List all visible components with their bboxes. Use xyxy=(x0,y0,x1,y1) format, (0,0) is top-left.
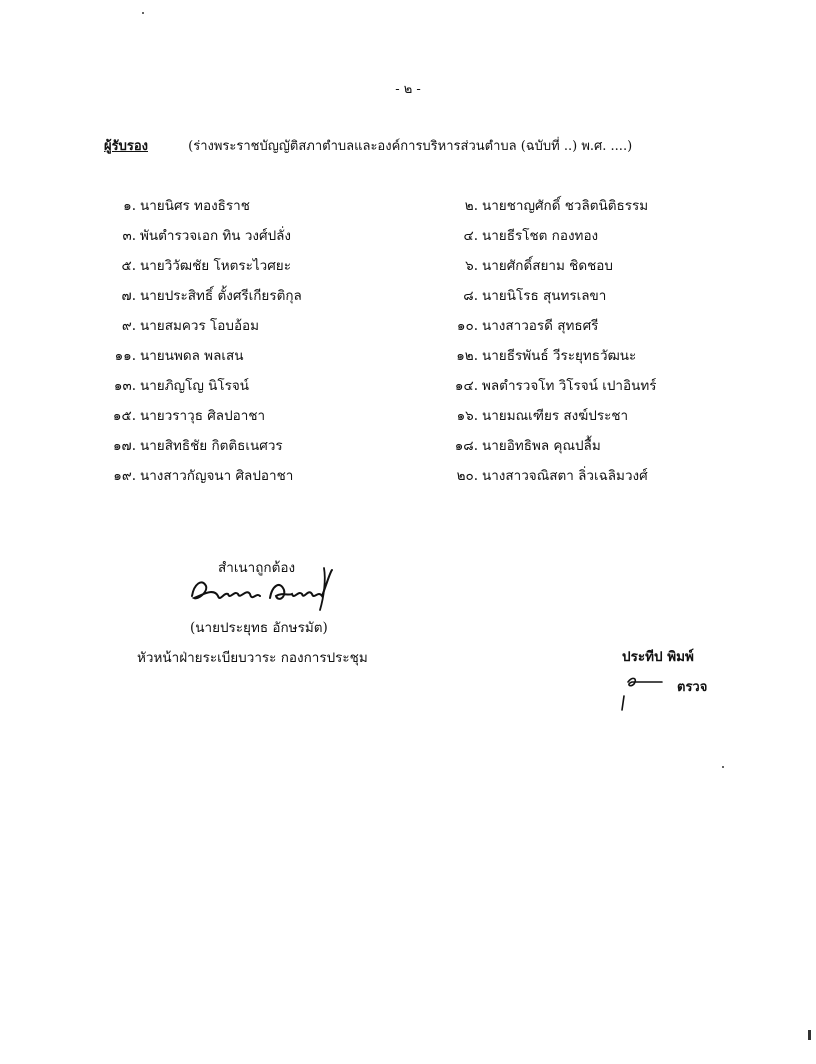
signer-name: นายมณเฑียร สงฆ์ประชา xyxy=(482,408,629,424)
signer-number: ๒. xyxy=(464,198,478,214)
signer-number: ๑. xyxy=(123,198,136,214)
signer-name: นางสาวกัญจนา ศิลปอาชา xyxy=(140,468,294,484)
signer-name: นายสิทธิชัย กิตติธเนศวร xyxy=(140,438,283,454)
signer-name: นายภิญโญ นิโรจน์ xyxy=(140,378,250,394)
signer-name: นายนิโรธ สุนทรเลขา xyxy=(482,288,607,304)
signer-row xyxy=(442,226,656,256)
signer-name: นายนพดล พลเสน xyxy=(140,348,244,364)
signer-name: พันตำรวจเอก ทิน วงศ์ปลั่ง xyxy=(140,228,291,244)
signer-row xyxy=(100,466,302,496)
signer-row xyxy=(100,316,302,346)
signer-number: ๔. xyxy=(463,228,478,244)
signer-row xyxy=(100,376,302,406)
signer-name: นายสมควร โอบอ้อม xyxy=(140,318,260,334)
certifier-name: (นายประยุทธ อักษรมัต) xyxy=(190,620,328,636)
certified-copy-text: สำเนาถูกต้อง xyxy=(218,560,296,576)
signer-number: ๓. xyxy=(122,228,136,244)
signer-name: นายวราวุธ ศิลปอาชา xyxy=(140,408,266,424)
certifier-title: หัวหน้าฝ่ายระเบียบวาระ กองการประชุม xyxy=(137,650,368,666)
signer-number: ๑๑. xyxy=(114,348,136,364)
signer-number: ๖. xyxy=(465,258,478,274)
signer-row xyxy=(442,286,656,316)
typist-note: ประทีป พิมพ์ xyxy=(622,649,694,665)
signer-name: นางสาวจณิสตา ลิ่วเฉลิมวงศ์ xyxy=(482,468,648,484)
signer-number: ๙. xyxy=(121,318,136,334)
signer-number: ๕. xyxy=(121,258,136,274)
signer-name: นายศักดิ์สยาม ชิดชอบ xyxy=(482,258,613,274)
signer-name: นายวิวัฒชัย โหตระไวศยะ xyxy=(140,258,291,274)
signer-row xyxy=(100,196,302,226)
signer-row xyxy=(442,406,656,436)
signer-number: ๑๕. xyxy=(112,408,136,424)
signer-row xyxy=(100,256,302,286)
endorsers-label: ผู้รับรอง xyxy=(104,139,148,154)
signer-list-left xyxy=(100,196,302,496)
page-number: - ๒ - xyxy=(395,82,421,97)
signer-row xyxy=(100,346,302,376)
signer-number: ๑๗. xyxy=(112,438,136,454)
signer-row xyxy=(442,376,656,406)
signer-row xyxy=(100,226,302,256)
signer-number: ๒๐. xyxy=(456,468,478,484)
signer-number: ๑๔. xyxy=(454,378,478,394)
signer-row xyxy=(442,316,656,346)
signer-name: นายอิทธิพล คุณปลื้ม xyxy=(482,438,601,454)
signer-number: ๑๓. xyxy=(113,378,136,394)
signer-row xyxy=(100,406,302,436)
signer-row xyxy=(442,466,656,496)
signer-row xyxy=(442,196,656,226)
signer-list-right xyxy=(442,196,656,496)
signer-row xyxy=(442,436,656,466)
signer-number: ๑๙. xyxy=(113,468,136,484)
signer-row xyxy=(100,436,302,466)
signer-number: ๘. xyxy=(463,288,478,304)
signer-number: ๑๐. xyxy=(456,318,478,334)
checker-initials xyxy=(618,670,674,712)
signer-row xyxy=(442,256,656,286)
scan-speck xyxy=(142,12,144,14)
checker-note: ตรวจ xyxy=(677,680,708,695)
signer-name: นายธีรพันธ์ วีระยุทธวัฒนะ xyxy=(482,348,637,364)
bill-title: (ร่างพระราชบัญญัติสภาตำบลและองค์การบริหารส่วนตำบล (ฉบับที่ ..) พ.ศ. ....) xyxy=(188,139,633,154)
signer-name: นายประสิทธิ์ ตั้งศรีเกียรติกุล xyxy=(140,288,302,304)
signer-name: นางสาวอรดี สุทธศรี xyxy=(482,318,599,334)
signer-name: นายธีรโชต กองทอง xyxy=(482,228,599,244)
signer-name: นายชาญศักดิ์ ชวลิตนิติธรรม xyxy=(482,198,649,214)
signer-number: ๑๘. xyxy=(454,438,478,454)
signer-name: นายนิศร ทองธิราช xyxy=(140,198,250,214)
signer-name: พลตำรวจโท วิโรจน์ เปาอินทร์ xyxy=(482,378,657,394)
handwritten-signature xyxy=(184,566,344,616)
signer-number: ๗. xyxy=(121,288,136,304)
scan-speck xyxy=(808,1030,811,1040)
signer-row xyxy=(100,286,302,316)
signer-row xyxy=(442,346,656,376)
signer-number: ๑๒. xyxy=(456,348,478,364)
signer-number: ๑๖. xyxy=(456,408,478,424)
document-header xyxy=(104,135,632,156)
scan-speck xyxy=(722,766,724,768)
